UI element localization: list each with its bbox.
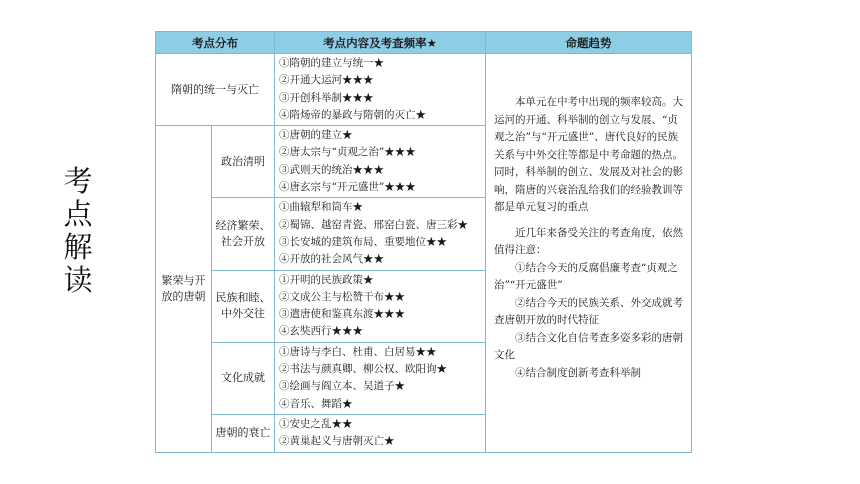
subcategory-culture [212, 342, 275, 414]
trend-point: ②结合今天的民族关系、外交成就考查唐朝开放的时代特征 [494, 296, 683, 326]
trend-cell [486, 54, 692, 453]
list-item: ③长安城的建筑布局、重要地位★★ [279, 235, 447, 248]
list-item: ④开放的社会风气★★ [279, 253, 384, 266]
trend-paragraph: 近几年来备受关注的考查角度，依然值得注意： [494, 226, 683, 256]
trend-point: ④结合制度创新考查科举制 [515, 366, 641, 379]
subcategory-label-line: 经济繁荣、 [215, 218, 271, 232]
list-item: ③绘画与阎立本、吴道子★ [279, 380, 405, 393]
subcategory-label-line: 中外交往 [221, 307, 265, 321]
list-item: ③武则天的统治★★★ [279, 163, 384, 176]
list-item: ①开明的民族政策★ [279, 273, 374, 286]
sui-items [275, 54, 486, 126]
ethnic-items [275, 270, 486, 342]
trend-point: ①结合今天的反腐倡廉考查“贞观之治”“开元盛世” [494, 261, 678, 291]
list-item: ④隋炀帝的暴政与隋朝的灭亡★ [279, 108, 426, 121]
exam-points-table [155, 31, 692, 453]
list-item: ②书法与颜真卿、柳公权、欧阳询★ [279, 363, 447, 376]
subcategory-decline [212, 414, 275, 452]
list-item: ②文成公主与松赞干布★★ [279, 290, 405, 303]
list-item: ②蜀锦、越窑青瓷、邢窑白瓷、唐三彩★ [279, 218, 468, 231]
category-tang [156, 126, 212, 452]
side-title-char: 点 [63, 197, 93, 231]
category-label-line: 繁荣与开 [161, 273, 206, 287]
list-item: ①隋朝的建立与统一★ [279, 57, 384, 69]
list-item: ①唐朝的建立★ [279, 129, 353, 142]
trend-paragraph: 本单元在中考中出现的频率较高。大运河的开通、科举制的创立与发展、“贞观之治”与“开元盛世”、唐代良好的民族关系与中外交往等都是中考命题的热点。同时，科举制的创立、发展及对社会的影响，隋唐的兴衰治乱给我们的经验教训等都是单元复习的重点 [494, 96, 683, 213]
table-row [156, 54, 692, 126]
subcategory-politics [212, 126, 275, 198]
category-sui: 隋朝的统一与灭亡 [156, 54, 275, 126]
list-item: ③遣唐使和鉴真东渡★★★ [279, 308, 405, 321]
subcategory-label-line: 文化成就 [221, 371, 265, 385]
list-item: ②开通大运河★★★ [279, 74, 374, 87]
economy-items [275, 198, 486, 270]
subcategory-label-line: 社会开放 [221, 234, 265, 248]
subcategory-economy [212, 198, 275, 270]
trend-point: ③结合文化自信考查多姿多彩的唐朝文化 [494, 331, 683, 361]
culture-items [275, 342, 486, 414]
list-item: ②黄巢起义与唐朝灭亡★ [279, 435, 395, 448]
list-item: ①安史之乱★★ [279, 417, 353, 430]
header-distribution: 考点分布 [156, 32, 275, 54]
side-title [58, 165, 98, 297]
list-item: ③开创科举制★★★ [279, 91, 374, 104]
side-title-char: 解 [63, 230, 93, 264]
subcategory-ethnic [212, 270, 275, 342]
side-title-char: 读 [63, 263, 93, 297]
list-item: ①曲辕犁和筒车★ [279, 201, 363, 214]
subcategory-label-line: 民族和睦、 [215, 291, 271, 305]
subcategory-label-line: 政治清明 [221, 154, 265, 168]
header-trend: 命题趋势 [486, 32, 692, 54]
list-item: ②唐太宗与“贞观之治”★★★ [279, 146, 416, 159]
list-item: ④玄奘西行★★★ [279, 325, 363, 338]
politics-items [275, 126, 486, 198]
side-title-char: 考 [63, 164, 93, 198]
header-content: 考点内容及考查频率★ [275, 32, 486, 54]
list-item: ①唐诗与李白、杜甫、白居易★★ [279, 345, 437, 358]
subcategory-label-line: 唐朝的衰亡 [215, 426, 271, 440]
list-item: ④音乐、舞蹈★ [279, 397, 353, 410]
table-header-row [156, 32, 692, 54]
decline-items [275, 414, 486, 452]
category-label-line: 放的唐朝 [161, 289, 206, 303]
list-item: ④唐玄宗与“开元盛世”★★★ [279, 181, 416, 194]
